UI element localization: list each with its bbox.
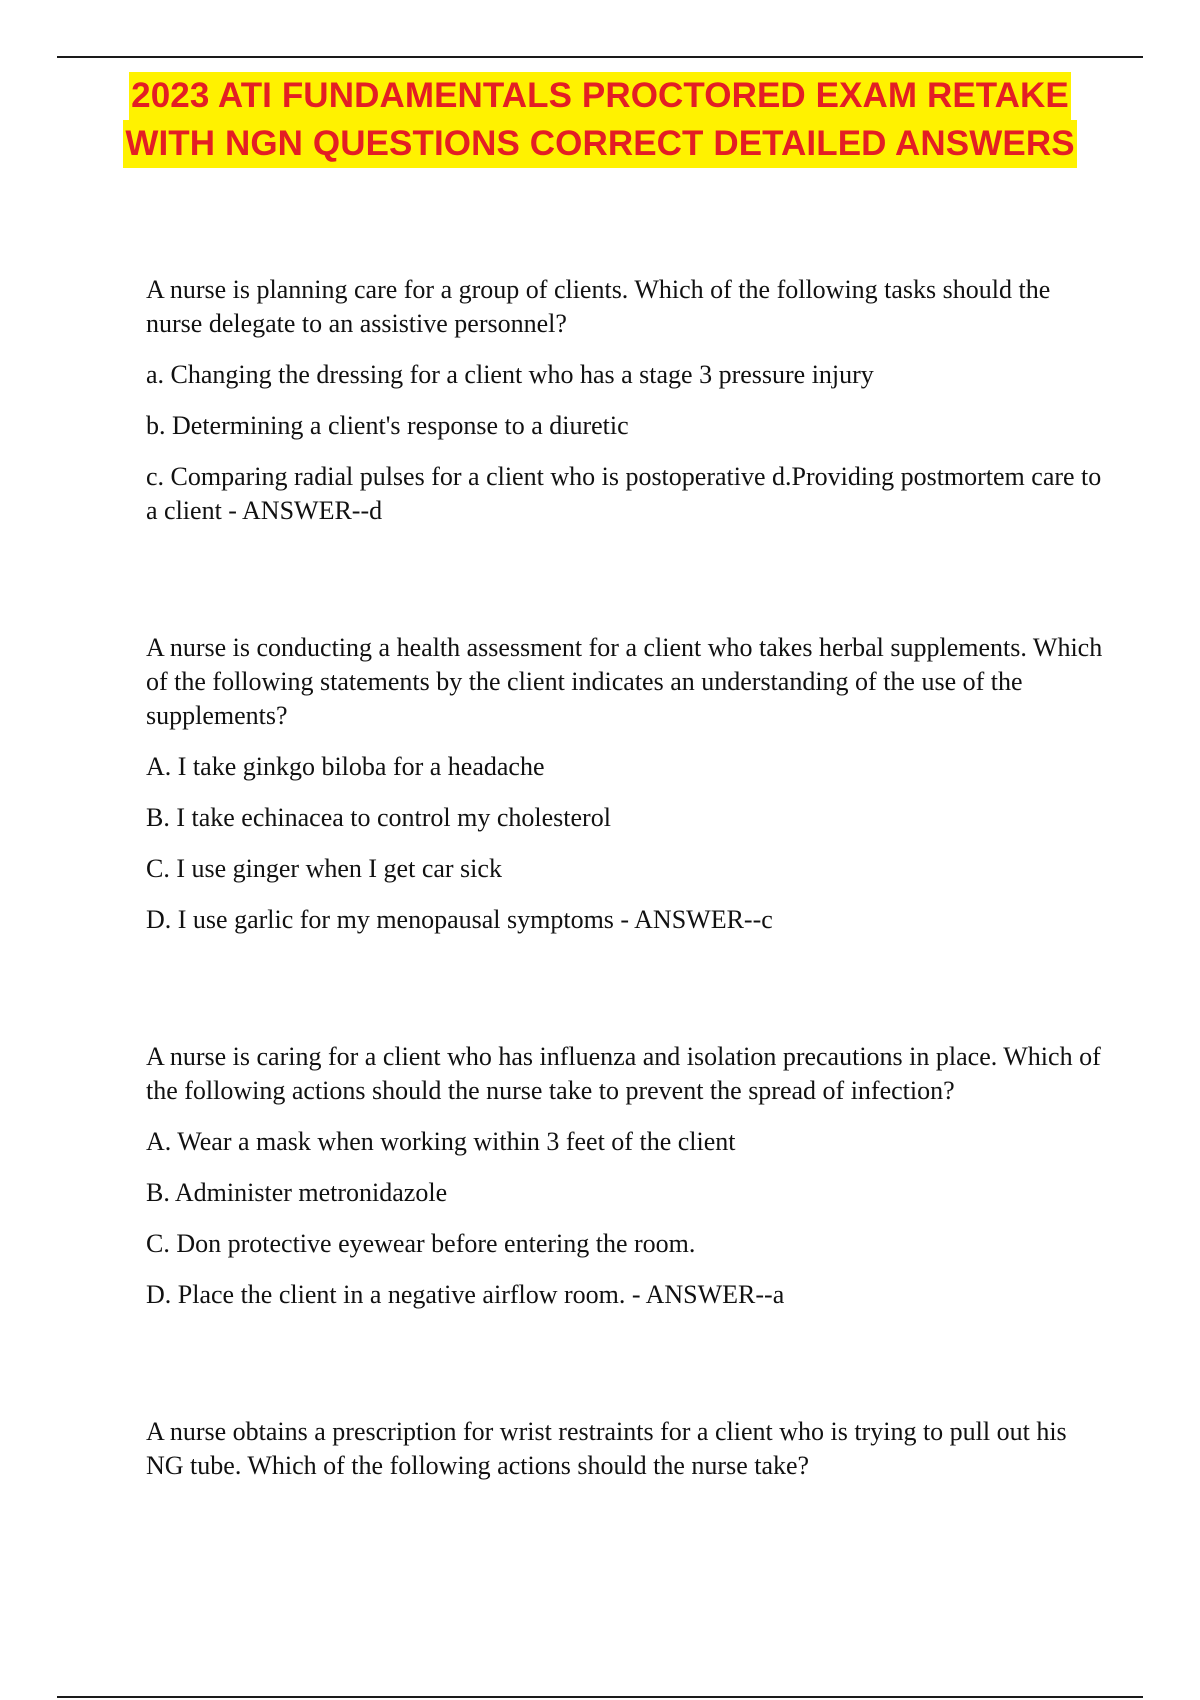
question-stem: A nurse obtains a prescription for wrist restraints for a client who is trying to pull out his NG tube. Which of the following actions should the nurse take? — [146, 1417, 1067, 1480]
answer-option: D. I use garlic for my menopausal symptoms - ANSWER--c — [146, 905, 773, 934]
title-line-2: WITH NGN QUESTIONS CORRECT DETAILED ANSWERS — [123, 120, 1076, 168]
answer-option: c. Comparing radial pulses for a client who is postoperative d.Providing postmortem care to a client - ANSWER--d — [146, 462, 1102, 525]
bottom-rule — [57, 1696, 1143, 1698]
question-4 — [146, 1415, 1106, 1483]
top-rule — [57, 56, 1143, 58]
question-2 — [146, 631, 1106, 937]
answer-option: D. Place the client in a negative airflow room. - ANSWER--a — [146, 1280, 785, 1309]
answer-option: b. Determining a client's response to a diuretic — [146, 411, 629, 440]
answer-option: B. I take echinacea to control my cholesterol — [146, 803, 611, 832]
answer-option: B. Administer metronidazole — [146, 1178, 448, 1207]
question-3 — [146, 1040, 1106, 1312]
answer-option: a. Changing the dressing for a client who has a stage 3 pressure injury — [146, 360, 874, 389]
title-line-1: 2023 ATI FUNDAMENTALS PROCTORED EXAM RETAKE — [129, 72, 1071, 120]
answer-option: C. I use ginger when I get car sick — [146, 854, 502, 883]
question-stem: A nurse is conducting a health assessment for a client who takes herbal supplements. Which of the following statements by the client indicates an understanding of the use of the supplements? — [146, 633, 1103, 730]
question-1 — [146, 273, 1106, 528]
question-stem: A nurse is planning care for a group of clients. Which of the following tasks should the nurse delegate to an assistive personnel? — [146, 275, 1051, 338]
document-title — [0, 72, 1200, 168]
question-list — [146, 273, 1106, 1586]
answer-option: A. I take ginkgo biloba for a headache — [146, 752, 545, 781]
question-stem: A nurse is caring for a client who has influenza and isolation precautions in place. Which of the following actions should the nurse take to prevent the spread of infection? — [146, 1042, 1101, 1105]
answer-option: A. Wear a mask when working within 3 feet of the client — [146, 1127, 736, 1156]
answer-option: C. Don protective eyewear before entering the room. — [146, 1229, 696, 1258]
